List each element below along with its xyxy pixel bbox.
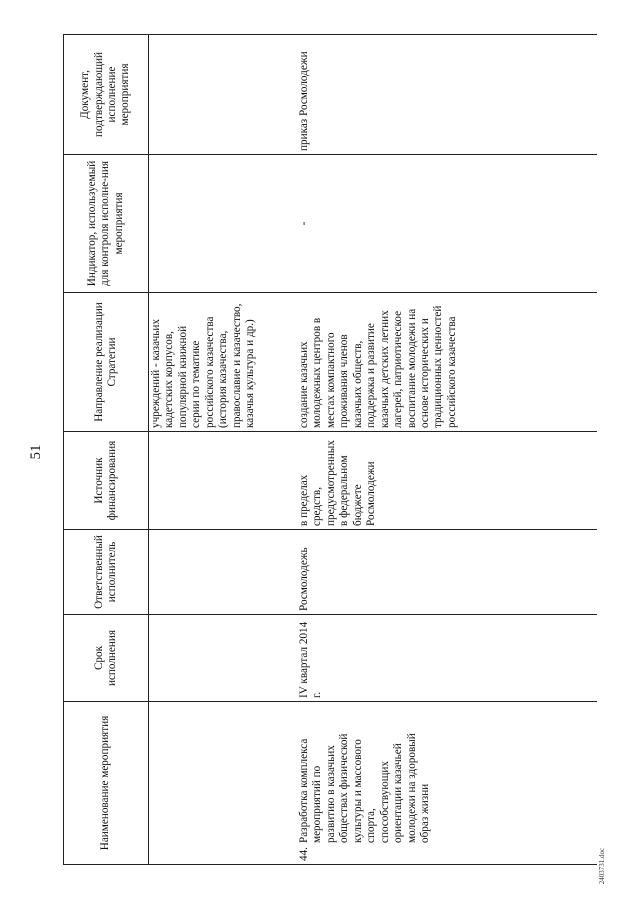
cell-executor: Росмолодежь [297,530,597,615]
header-indicator: Индикатор, используемый для контроля исполне-ния мероприятия [64,155,149,293]
header-deadline: Срок исполнения [64,615,149,702]
events-table [63,34,597,865]
cell-funding: в пределах средств, предусмотренных в федеральном бюджете Росмолодежи [297,432,597,530]
cell-direction-continued: учреждений - казачьих кадетских корпусов, популярной книжной серии по тематике российского казачества (история казачества, православие и казачество, казачья культура и др.) [149,293,298,432]
row-number: 44. [298,847,310,861]
table-row-44 [297,35,597,865]
cell-direction: создание казачьих молодежных центров в местах компактного проживания членов казачьих обществ, поддержка и развитие казачьих детских летних лагерей, патриотическое воспитание молодежи на основе исторических и традиционных ценностей российского казачества [297,293,597,432]
rotated-table-wrapper [63,35,596,865]
header-name: Наименование мероприятия [64,702,149,865]
row-name: Разработка комплекса мероприятий по развитию в казачьих обществах физической культуры и массового спорта, способствующих ориентации казачьей молодежи на здоровый образ жизни [298,733,431,843]
footer-file-code: 2403731.doc [598,847,606,885]
page-number: 51 [28,444,44,460]
header-funding: Источник финансирования [64,432,149,530]
table-row-continued [149,35,298,865]
header-document: Документ, подтверждающий исполнение мероприятия [64,35,149,155]
table-header-row [64,35,149,865]
header-direction: Направление реализации Стратегии [64,293,149,432]
cell-name [297,702,597,865]
header-executor: Ответственный исполнитель [64,530,149,615]
cell-document: приказ Росмолодежи [297,35,597,155]
cell-indicator: - [297,155,597,293]
cell-deadline: IV квартал 2014 г. [297,615,597,702]
